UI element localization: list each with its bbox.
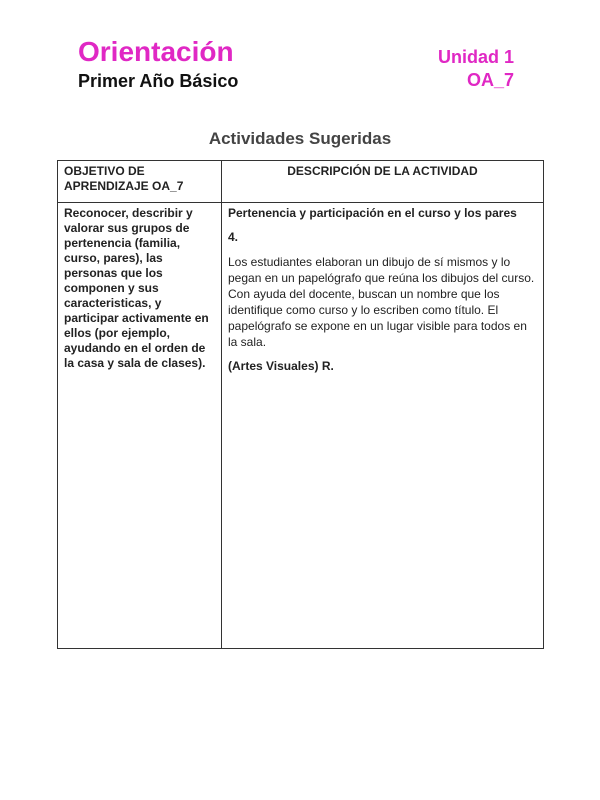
activity-title: Pertenencia y participación en el curso y los pares xyxy=(228,206,517,220)
activity-cell xyxy=(222,203,544,649)
oa-code-label: OA_7 xyxy=(466,70,514,90)
header-right xyxy=(438,46,514,91)
page-title: Orientación xyxy=(78,36,234,67)
unit-label: Unidad 1 xyxy=(437,47,514,67)
section-heading: Actividades Sugeridas xyxy=(208,129,392,148)
page-subtitle: Primer Año Básico xyxy=(78,71,239,91)
objective-text: Reconocer, describir y valorar sus grupos de pertenencia (familia, curso, pares), las personas que los componen y sus caracteristicas, y participar activamente en ellos (por ejemplo, ayudando en el orden de la casa y sala de clases). xyxy=(64,206,209,370)
activity-description: Los estudiantes elaboran un dibujo de sí mismos y lo pegan en un papelógrafo que reúna los dibujos del curso. Con ayuda del docente, buscan un nombre que los identifique como curso y lo escriben como título. El papelógrafo se expone en un lugar visible para todos en la sala. xyxy=(228,255,535,349)
activity-table xyxy=(57,160,544,649)
description-header: DESCRIPCIÓN DE LA ACTIVIDAD xyxy=(222,161,544,203)
table-row xyxy=(58,203,544,649)
header-left xyxy=(78,36,238,92)
activity-subject: (Artes Visuales) R. xyxy=(228,359,334,373)
objective-cell xyxy=(58,203,222,649)
activity-number: 4. xyxy=(228,230,239,244)
objective-header: OBJETIVO DE APRENDIZAJE OA_7 xyxy=(58,161,222,203)
table-header-row xyxy=(58,161,544,203)
